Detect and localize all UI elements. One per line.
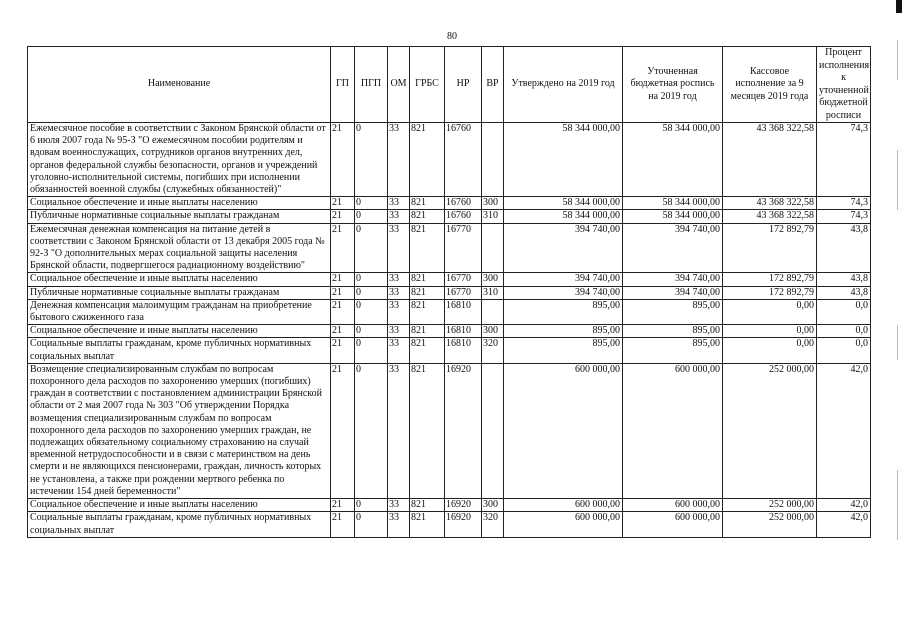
cell-gp: 21 <box>331 273 355 286</box>
col-header-np: НР <box>445 47 482 123</box>
cell-approved: 600 000,00 <box>504 499 623 512</box>
cell-percent: 0,0 <box>817 325 871 338</box>
cell-vr <box>482 223 504 273</box>
cell-cash: 43 368 322,58 <box>723 197 817 210</box>
cell-name: Социальное обеспечение и иные выплаты населению <box>28 325 331 338</box>
cell-grbs: 821 <box>410 286 445 299</box>
cell-cash: 0,00 <box>723 325 817 338</box>
cell-pgp: 0 <box>355 363 388 498</box>
cell-percent: 0,0 <box>817 338 871 363</box>
cell-percent: 74,3 <box>817 197 871 210</box>
header-row <box>28 47 871 123</box>
margin-rule <box>897 40 898 80</box>
cell-percent: 74,3 <box>817 123 871 197</box>
page-edge-mark <box>896 0 902 13</box>
cell-approved: 895,00 <box>504 299 623 324</box>
cell-name: Социальные выплаты гражданам, кроме публичных нормативных социальных выплат <box>28 338 331 363</box>
cell-vr: 300 <box>482 499 504 512</box>
cell-grbs: 821 <box>410 273 445 286</box>
cell-np: 16760 <box>445 123 482 197</box>
cell-refined: 895,00 <box>623 338 723 363</box>
cell-grbs: 821 <box>410 338 445 363</box>
cell-gp: 21 <box>331 286 355 299</box>
cell-refined: 394 740,00 <box>623 286 723 299</box>
cell-np: 16760 <box>445 197 482 210</box>
col-header-om: ОМ <box>388 47 410 123</box>
cell-cash: 0,00 <box>723 299 817 324</box>
cell-approved: 895,00 <box>504 338 623 363</box>
cell-refined: 58 344 000,00 <box>623 123 723 197</box>
cell-cash: 172 892,79 <box>723 286 817 299</box>
cell-om: 33 <box>388 363 410 498</box>
table-row <box>28 210 871 223</box>
table-row <box>28 325 871 338</box>
cell-om: 33 <box>388 197 410 210</box>
cell-np: 16770 <box>445 286 482 299</box>
cell-pgp: 0 <box>355 512 388 537</box>
cell-np: 16920 <box>445 499 482 512</box>
cell-np: 16920 <box>445 363 482 498</box>
cell-refined: 600 000,00 <box>623 363 723 498</box>
cell-grbs: 821 <box>410 325 445 338</box>
page-number: 80 <box>447 31 457 42</box>
cell-om: 33 <box>388 512 410 537</box>
cell-name: Денежная компенсация малоимущим гражданам на приобретение бытового сжиженного газа <box>28 299 331 324</box>
cell-gp: 21 <box>331 197 355 210</box>
table-row <box>28 286 871 299</box>
cell-refined: 58 344 000,00 <box>623 197 723 210</box>
table-row <box>28 338 871 363</box>
col-header-name: Наименование <box>28 47 331 123</box>
cell-vr: 320 <box>482 512 504 537</box>
cell-percent: 42,0 <box>817 363 871 498</box>
cell-refined: 600 000,00 <box>623 512 723 537</box>
cell-name: Публичные нормативные социальные выплаты гражданам <box>28 286 331 299</box>
margin-rule <box>897 150 898 210</box>
cell-grbs: 821 <box>410 210 445 223</box>
cell-percent: 43,8 <box>817 273 871 286</box>
cell-refined: 58 344 000,00 <box>623 210 723 223</box>
cell-vr <box>482 299 504 324</box>
cell-vr: 300 <box>482 273 504 286</box>
table-row <box>28 299 871 324</box>
cell-approved: 58 344 000,00 <box>504 210 623 223</box>
cell-refined: 394 740,00 <box>623 223 723 273</box>
margin-rule <box>897 325 898 360</box>
col-header-grbs: ГРБС <box>410 47 445 123</box>
cell-vr <box>482 123 504 197</box>
cell-gp: 21 <box>331 499 355 512</box>
cell-name: Социальное обеспечение и иные выплаты населению <box>28 499 331 512</box>
cell-name: Ежемесячная денежная компенсация на питание детей в соответствии с Законом Брянской области от 13 декабря 2005 года № 92-З "О дополнительных мерах социальной защиты населения Брянской области, подвергшегося радиационному воздействию" <box>28 223 331 273</box>
cell-np: 16810 <box>445 338 482 363</box>
cell-cash: 0,00 <box>723 338 817 363</box>
table-row <box>28 223 871 273</box>
cell-np: 16770 <box>445 273 482 286</box>
cell-pgp: 0 <box>355 223 388 273</box>
cell-gp: 21 <box>331 338 355 363</box>
cell-gp: 21 <box>331 223 355 273</box>
cell-np: 16920 <box>445 512 482 537</box>
cell-pgp: 0 <box>355 338 388 363</box>
cell-cash: 172 892,79 <box>723 273 817 286</box>
cell-om: 33 <box>388 325 410 338</box>
cell-cash: 252 000,00 <box>723 512 817 537</box>
cell-grbs: 821 <box>410 123 445 197</box>
cell-pgp: 0 <box>355 286 388 299</box>
cell-om: 33 <box>388 123 410 197</box>
table-body <box>28 123 871 538</box>
table-row <box>28 123 871 197</box>
col-header-vr: ВР <box>482 47 504 123</box>
cell-pgp: 0 <box>355 299 388 324</box>
cell-gp: 21 <box>331 325 355 338</box>
cell-refined: 895,00 <box>623 299 723 324</box>
cell-approved: 58 344 000,00 <box>504 197 623 210</box>
cell-np: 16810 <box>445 325 482 338</box>
col-header-gp: ГП <box>331 47 355 123</box>
cell-cash: 43 368 322,58 <box>723 210 817 223</box>
cell-pgp: 0 <box>355 325 388 338</box>
cell-approved: 58 344 000,00 <box>504 123 623 197</box>
cell-cash: 252 000,00 <box>723 499 817 512</box>
cell-vr: 300 <box>482 197 504 210</box>
cell-pgp: 0 <box>355 197 388 210</box>
cell-approved: 394 740,00 <box>504 286 623 299</box>
cell-approved: 394 740,00 <box>504 273 623 286</box>
cell-grbs: 821 <box>410 363 445 498</box>
table-row <box>28 363 871 498</box>
table-row <box>28 512 871 537</box>
cell-percent: 0,0 <box>817 299 871 324</box>
col-header-approved: Утверждено на 2019 год <box>504 47 623 123</box>
cell-vr: 310 <box>482 210 504 223</box>
cell-percent: 42,0 <box>817 512 871 537</box>
cell-gp: 21 <box>331 123 355 197</box>
budget-table <box>27 46 871 538</box>
cell-om: 33 <box>388 286 410 299</box>
col-header-percent: Процент исполнения к уточненной бюджетной росписи <box>817 47 871 123</box>
cell-pgp: 0 <box>355 273 388 286</box>
cell-om: 33 <box>388 499 410 512</box>
cell-vr: 300 <box>482 325 504 338</box>
cell-np: 16760 <box>445 210 482 223</box>
cell-name: Социальное обеспечение и иные выплаты населению <box>28 197 331 210</box>
cell-om: 33 <box>388 299 410 324</box>
cell-gp: 21 <box>331 363 355 498</box>
table-row <box>28 197 871 210</box>
cell-approved: 600 000,00 <box>504 363 623 498</box>
cell-grbs: 821 <box>410 512 445 537</box>
cell-name: Возмещение специализированным службам по вопросам похоронного дела расходов по захоронению умерших (погибших) граждан в соответствии с постановлением администрации Брянской области от 2 мая 2007 года № 303 "Об утверждении Порядка возмещения специализированным службам по вопросам похоронного дела расходов по захоронению умерших граждан, не подлежащих обязательному социальному страхованию на случай временной нетрудоспособности и в связи с материнством на день смерти и не являющихся пенсионерами, граждан, личность которых не установлена, а также при рождении мертвого ребенка по истечении 154 дней беременности" <box>28 363 331 498</box>
cell-approved: 600 000,00 <box>504 512 623 537</box>
cell-approved: 394 740,00 <box>504 223 623 273</box>
cell-gp: 21 <box>331 210 355 223</box>
cell-cash: 252 000,00 <box>723 363 817 498</box>
cell-gp: 21 <box>331 299 355 324</box>
cell-om: 33 <box>388 338 410 363</box>
col-header-pgp: ПГП <box>355 47 388 123</box>
cell-grbs: 821 <box>410 223 445 273</box>
cell-cash: 172 892,79 <box>723 223 817 273</box>
cell-percent: 74,3 <box>817 210 871 223</box>
cell-om: 33 <box>388 210 410 223</box>
margin-rule <box>897 470 898 540</box>
cell-grbs: 821 <box>410 499 445 512</box>
cell-vr <box>482 363 504 498</box>
cell-name: Ежемесячное пособие в соответствии с Законом Брянской области от 6 июля 2007 года № 95-З "О ежемесячном пособии родителям и вдовам военнослужащих, сотрудников органов внутренних дел, органов федеральной службы безопасности, органов и учреждений уголовно-исполнительной системы, погибших при исполнении обязанностей военной службы (служебных обязанностей)" <box>28 123 331 197</box>
cell-pgp: 0 <box>355 499 388 512</box>
cell-grbs: 821 <box>410 197 445 210</box>
cell-grbs: 821 <box>410 299 445 324</box>
table-row <box>28 273 871 286</box>
cell-cash: 43 368 322,58 <box>723 123 817 197</box>
col-header-cash: Кассовое исполнение за 9 месяцев 2019 года <box>723 47 817 123</box>
cell-np: 16770 <box>445 223 482 273</box>
cell-om: 33 <box>388 273 410 286</box>
cell-pgp: 0 <box>355 123 388 197</box>
cell-om: 33 <box>388 223 410 273</box>
cell-gp: 21 <box>331 512 355 537</box>
cell-name: Публичные нормативные социальные выплаты гражданам <box>28 210 331 223</box>
cell-pgp: 0 <box>355 210 388 223</box>
cell-name: Социальные выплаты гражданам, кроме публичных нормативных социальных выплат <box>28 512 331 537</box>
cell-percent: 42,0 <box>817 499 871 512</box>
cell-approved: 895,00 <box>504 325 623 338</box>
cell-vr: 310 <box>482 286 504 299</box>
cell-refined: 394 740,00 <box>623 273 723 286</box>
cell-percent: 43,8 <box>817 286 871 299</box>
cell-refined: 895,00 <box>623 325 723 338</box>
cell-refined: 600 000,00 <box>623 499 723 512</box>
cell-np: 16810 <box>445 299 482 324</box>
table-row <box>28 499 871 512</box>
cell-vr: 320 <box>482 338 504 363</box>
cell-name: Социальное обеспечение и иные выплаты населению <box>28 273 331 286</box>
cell-percent: 43,8 <box>817 223 871 273</box>
col-header-refined: Уточненная бюджетная роспись на 2019 год <box>623 47 723 123</box>
